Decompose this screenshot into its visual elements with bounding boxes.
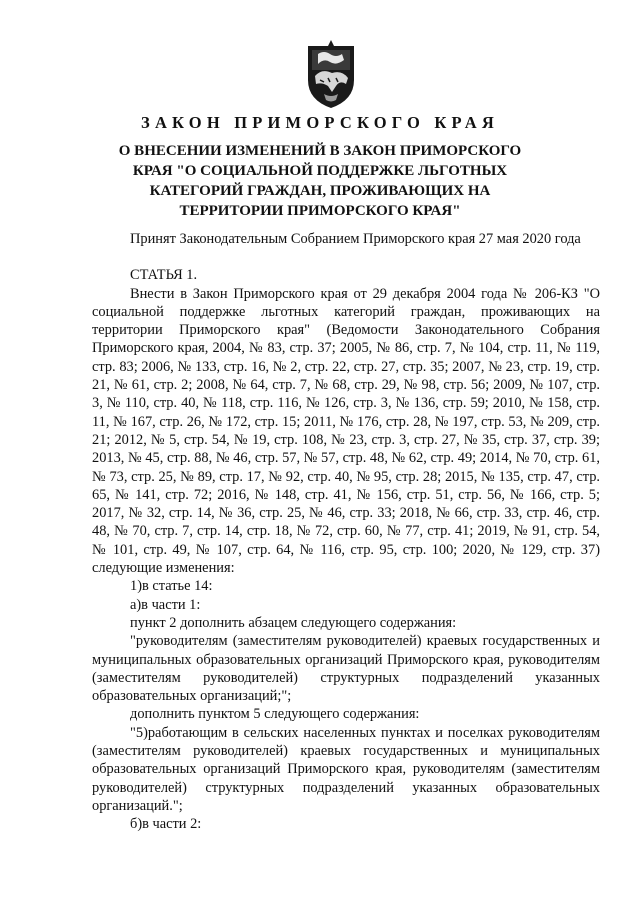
law-subtitle: О ВНЕСЕНИИ ИЗМЕНЕНИЙ В ЗАКОН ПРИМОРСКОГО КРАЯ "О СОЦИАЛЬНОЙ ПОДДЕРЖКЕ ЛЬГОТНЫХ КАТЕГОРИЙ ГРАЖДАН, ПРОЖИВАЮЩИХ НА ТЕРРИТОРИИ ПРИМОРСКОГО КРАЯ" bbox=[118, 143, 522, 219]
document-body bbox=[92, 230, 600, 834]
adopted-line: Принят Законодательным Собранием Приморского края 27 мая 2020 года bbox=[130, 231, 581, 247]
article-heading: СТАТЬЯ 1. bbox=[130, 267, 198, 284]
law-title: ЗАКОН ПРИМОРСКОГО КРАЯ bbox=[141, 113, 499, 132]
quote-1: "руководителям (заместителям руководителей) краевых государственных и муниципальных образовательных организаций Приморского края, руководителям (заместителям руководителей) структурных подразделений указанных образовательных организаций;"; bbox=[92, 633, 600, 705]
item-1b: б)в части 2: bbox=[130, 816, 202, 833]
paragraph-point-2: пункт 2 дополнить абзацем следующего содержания: bbox=[130, 614, 457, 631]
coat-of-arms-emblem bbox=[302, 40, 360, 110]
intro-paragraph: Внести в Закон Приморского края от 29 декабря 2004 года № 206-КЗ "О социальной поддержке льготных категорий граждан, проживающих на территории Приморского края" (Ведомости Законодательного Собрания Приморского края, 2004, № 83, стр. 37; 2005, № 86, стр. 7, № 104, стр. 11, № 119, стр. 83; 2006, № 133, стр. 16, № 2, стр. 22, стр. 27, стр. 35; 2007, № 23, стр. 19, стр. 21, № 61, стр. 2; 2008, № 64, стр. 7, № 68, стр. 29, № 98, стр. 56; 2009, № 107, стр. 3, № 110, стр. 40, № 118, стр. 116, № 126, стр. 3, № 136, стр. 59; 2010, № 158, стр. 11, № 167, стр. 26, № 172, стр. 15; 2011, № 176, стр. 28, № 197, стр. 53, № 209, стр. 21; 2012, № 5, стр. 54, № 19, стр. 108, № 23, стр. 3, стр. 27, № 35, стр. 37, стр. 39; 2013, № 45, стр. 88, № 46, стр. 57, № 57, стр. 48, № 62, стр. 49; 2014, № 70, стр. 61, № 73, стр. 25, № 89, стр. 17, № 92, стр. 40, № 95, стр. 28; 2015, № 135, стр. 47, стр. 65, № 141, стр. 72; 2016, № 148, стр. 41, № 156, стр. 51, стр. 56, № 166, стр. 5; 2017, № 32, стр. 14, № 36, стр. 25, № 46, стр. 33; 2018, № 66, стр. 33, стр. 46, стр. 48, № 70, стр. 7, стр. 14, стр. 18, № 72, стр. 60, № 77, стр. 41; 2019, № 91, стр. 54, № 101, стр. 49, № 107, стр. 64, № 116, стр. 95, стр. 100; 2020, № 129, стр. 37) следующие изменения: bbox=[92, 285, 600, 577]
item-1a: а)в части 1: bbox=[130, 596, 201, 613]
item-1: 1)в статье 14: bbox=[130, 578, 213, 595]
paragraph-point-5: дополнить пунктом 5 следующего содержания: bbox=[130, 706, 420, 723]
quote-2: "5)работающим в сельских населенных пунктах и поселках руководителям (заместителям руководителей) краевых государственных и муниципальных образовательных организаций Приморского края, руководителям (заместителям руководителей) структурных подразделений указанных образовательных организаций."; bbox=[92, 724, 600, 814]
